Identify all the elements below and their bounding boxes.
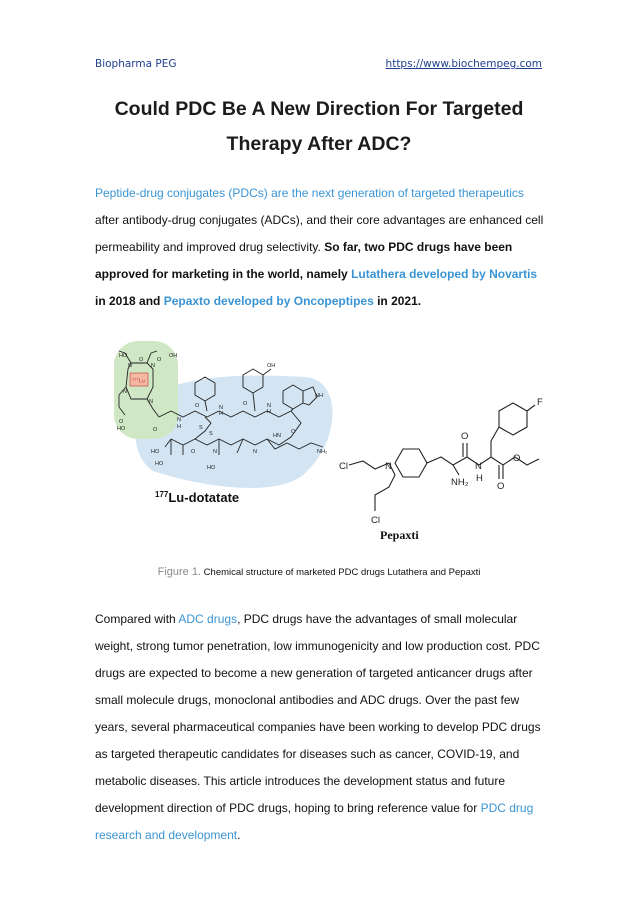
intro-text-1: after antibody-drug conjugates (ADCs), and their core advantages are enhanced cell permeability and improved drug selectivity. — [95, 213, 544, 254]
pdc-research-link[interactable]: PDC drug research and development — [95, 801, 534, 842]
atom-label: N — [253, 449, 257, 455]
atom-label: HN — [273, 433, 281, 439]
atom-label: N — [151, 363, 155, 369]
atom-label: N — [213, 449, 217, 455]
atom-label: N — [149, 399, 153, 405]
atom-label: N — [475, 461, 482, 472]
atom-label: H — [267, 409, 271, 415]
header-url-link[interactable]: https://www.biochempeg.com — [385, 58, 542, 70]
atom-label: NH₂ — [451, 477, 469, 488]
body-paragraph — [95, 606, 550, 849]
chemical-structures-figure — [95, 335, 550, 550]
atom-label: O — [291, 429, 296, 435]
atom-label: O — [513, 453, 521, 464]
atom-label: N — [219, 405, 223, 411]
atom-label: O — [243, 401, 248, 407]
atom-label: H — [177, 424, 181, 430]
atom-label: O — [157, 357, 162, 363]
atom-label: H — [476, 473, 483, 484]
atom-label: Cl — [371, 515, 380, 526]
body-text-3: . — [237, 828, 241, 842]
figure-caption-label: Figure 1. — [157, 566, 202, 578]
lu-dotatate-name: Lu-dotatate — [168, 490, 240, 505]
figure-caption — [0, 566, 638, 578]
atom-label: OH — [169, 353, 178, 359]
atom-label: O — [191, 449, 196, 455]
atom-label: NH₂ — [317, 449, 328, 455]
atom-label: OH — [267, 363, 276, 369]
page-title — [80, 92, 558, 162]
atom-label: S — [199, 425, 203, 431]
atom-label: HO — [151, 449, 160, 455]
pdc-link[interactable]: Peptide-drug conjugates (PDCs) are the next generation of targeted therapeutics — [95, 186, 524, 200]
intro-text-2: So far, two PDC drugs have been approved for marketing in the world, namely — [95, 240, 513, 281]
atom-label: O — [195, 403, 200, 409]
atom-label: N — [267, 403, 271, 409]
intro-text-3: in 2018 and — [95, 294, 164, 308]
atom-label: O — [153, 427, 158, 433]
pepaxto-link[interactable]: Pepaxto developed by Oncopeptipes — [163, 294, 374, 308]
atom-label: O — [119, 419, 124, 425]
lutathera-link[interactable]: Lutathera developed by Novartis — [351, 267, 538, 281]
lu-box-symbol: Lu — [138, 378, 145, 385]
atom-label: N — [123, 389, 127, 395]
atom-label: HO — [155, 461, 164, 467]
intro-paragraph — [95, 180, 550, 315]
atom-label: O — [461, 431, 469, 442]
atom-label: N — [385, 461, 392, 472]
body-text-2: , PDC drugs have the advantages of small molecular weight, strong tumor penetration, low immunogenicity and low production cost. PDC drugs are expected to become a new generation of targeted anticancer drugs after small molecule drugs, monoclonal antibodies and ADC drugs. Over the past few years, several pharmaceutical companies have been working to develop PDC drugs as targeted therapeutic candidates for diseases such as cancer, COVID-19, and metabolic diseases. This article introduces the development status and future development direction of PDC drugs, hoping to bring reference value for — [95, 612, 541, 815]
lu-dotatate-label — [155, 490, 239, 505]
atom-label: NH — [315, 393, 323, 399]
adc-drugs-link[interactable]: ADC drugs — [178, 612, 238, 626]
atom-label: S — [209, 431, 213, 437]
atom-label: O — [139, 357, 144, 363]
atom-label: HO — [117, 426, 126, 432]
atom-label: HO — [119, 353, 128, 359]
atom-label: N — [177, 417, 181, 423]
body-text-1: Compared with — [95, 612, 179, 626]
atom-label: N — [128, 363, 132, 369]
atom-label: F — [537, 397, 543, 408]
atom-label: HO — [207, 465, 216, 471]
title-line-2: Therapy After ADC? — [226, 133, 412, 155]
figure-caption-text: Chemical structure of marketed PDC drugs Lutathera and Pepaxti — [201, 567, 481, 578]
intro-text-4: in 2021. — [373, 294, 422, 308]
header-site-name: Biopharma PEG — [95, 58, 177, 70]
lu-box-sup: 177 — [132, 376, 139, 382]
pepaxti-label: Pepaxti — [380, 528, 419, 542]
atom-label: O — [497, 481, 505, 492]
atom-label: H — [219, 411, 223, 417]
title-line-1: Could PDC Be A New Direction For Targeted — [114, 98, 524, 120]
atom-label: Cl — [339, 461, 348, 472]
lu-dotatate-sup: 177 — [155, 490, 169, 499]
